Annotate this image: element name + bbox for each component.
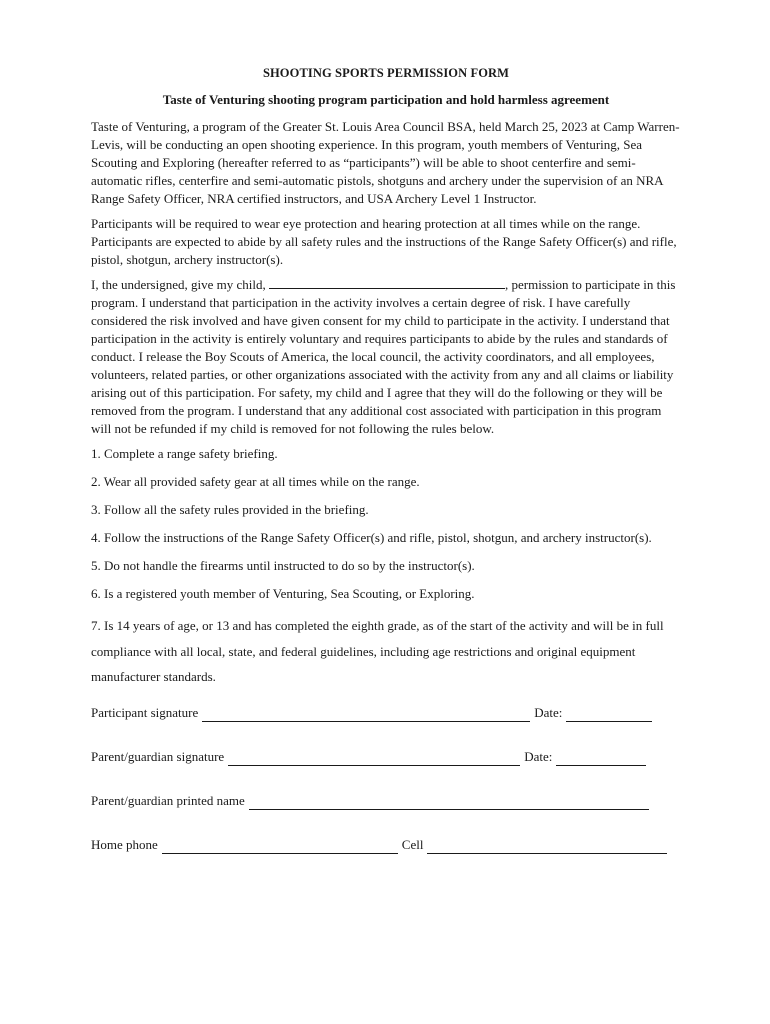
rule-item-4: 4. Follow the instructions of the Range Safety Officer(s) and rifle, pistol, shotgun, and archery instructor(s).: [91, 530, 652, 545]
home-phone-label: Home phone: [91, 836, 158, 852]
phone-row: [91, 836, 681, 854]
rule-item-5: 5. Do not handle the firearms until instructed to do so by the instructor(s).: [91, 558, 475, 573]
parent-signature-label: Parent/guardian signature: [91, 748, 225, 764]
participant-date-label: Date:: [534, 704, 563, 720]
participant-signature-label: Participant signature: [91, 704, 199, 720]
printed-name-label: Parent/guardian printed name: [91, 792, 245, 808]
intro-paragraph: Taste of Venturing, a program of the Greater St. Louis Area Council BSA, held March 25, 2023 at Camp Warren-Levis, will be conducting an open shooting experience. In this program, youth members of Venturing, Sea Scouting and Exploring (hereafter referred to as “participants”) will be able to shoot centerfire and semi-automatic rifles, centerfire and semi-automatic pistols, shotguns and archery under the supervision of an NRA Range Safety Officer, NRA certified instructors, and USA Archery Level 1 Instructor.: [91, 119, 680, 206]
cell-label: Cell: [401, 836, 424, 852]
consent-paragraph: [91, 276, 681, 438]
cell-field[interactable]: [427, 841, 667, 854]
parent-signature-field[interactable]: [228, 753, 520, 766]
form-subtitle: Taste of Venturing shooting program participation and hold harmless agreement: [162, 92, 610, 107]
child-name-blank[interactable]: [269, 277, 505, 289]
participant-signature-row: [91, 704, 681, 722]
home-phone-field[interactable]: [162, 841, 398, 854]
parent-date-field[interactable]: [556, 753, 646, 766]
parent-signature-row: [91, 748, 681, 766]
participant-signature-field[interactable]: [202, 709, 530, 722]
rule-item-3: 3. Follow all the safety rules provided in the briefing.: [91, 502, 369, 517]
rule-item-7: 7. Is 14 years of age, or 13 and has completed the eighth grade, as of the start of the activity and will be in full compliance with all local, state, and federal guidelines, including age restrictions and original equipment manufacturer standards.: [91, 618, 664, 684]
consent-rest: , permission to participate in this program. I understand that participation in the activity involves a certain degree of risk. I have carefully considered the risk involved and have given consent for my child to participate in the activity. I understand that participation in the activity is entirely voluntary and requires participants to abide by the rules and standards of conduct. I release the Boy Scouts of America, the local council, the activity coordinators, and all employees, volunteers, related parties, or other organizations associated with the activity from any and all claims or liability arising out of this participation. For safety, my child and I agree that they will do the following or they will be removed from the program. I understand that any additional cost associated with participation in this program will not be refunded if my child is removed for not following the rules below.: [91, 277, 676, 436]
printed-name-field[interactable]: [249, 797, 649, 810]
form-title: SHOOTING SPORTS PERMISSION FORM: [262, 66, 510, 80]
rule-item-1: 1. Complete a range safety briefing.: [91, 446, 278, 461]
permission-form: [91, 66, 681, 854]
safety-paragraph: Participants will be required to wear eye protection and hearing protection at all times while on the range. Participants are expected to abide by all safety rules and the instructions of the Range Safety Officer(s) and rifle, pistol, shotgun, archery instructor(s).: [91, 216, 677, 267]
rule-item-2: 2. Wear all provided safety gear at all times while on the range.: [91, 474, 420, 489]
printed-name-row: [91, 792, 681, 810]
consent-start: I, the undersigned, give my child,: [91, 277, 269, 292]
rule-item-6: 6. Is a registered youth member of Venturing, Sea Scouting, or Exploring.: [91, 586, 475, 601]
parent-date-label: Date:: [524, 748, 553, 764]
participant-date-field[interactable]: [566, 709, 652, 722]
